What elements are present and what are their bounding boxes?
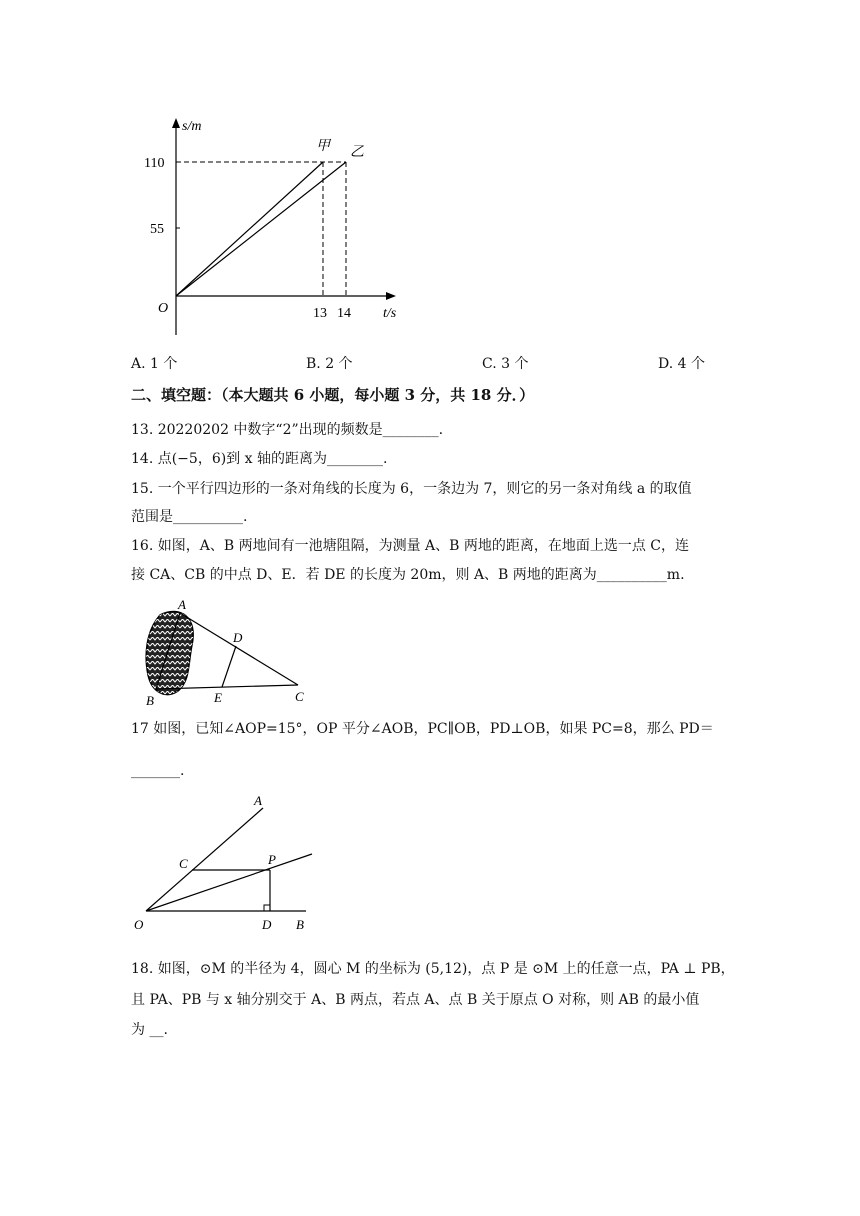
origin-label: O (158, 301, 169, 316)
segment-ac (180, 613, 298, 685)
label-d: D (233, 630, 243, 645)
question-16-line1: 16. 如图，A、B 两地间有一池塘阻隔，为测量 A、B 两地的距离，在地面上选一点 C，连 (131, 538, 690, 554)
question-18-line3: 为 __. (131, 1022, 168, 1038)
label-b: B (146, 693, 154, 708)
x-axis-arrow (386, 292, 396, 300)
figure-16-pond (140, 595, 310, 710)
label-a: A (254, 793, 262, 808)
question-13: 13. 20220202 中数字“2”出现的频数是________. (131, 422, 444, 438)
ray-oa (146, 808, 263, 911)
option-a[interactable]: A. 1 个 (131, 356, 178, 372)
x-axis-label: t/s (383, 306, 397, 321)
line-label-yi: 乙 (350, 145, 364, 160)
figure-17-angle (130, 790, 330, 935)
label-a: A (178, 597, 186, 612)
x-tick-13: 13 (313, 306, 327, 321)
question-14: 14. 点(−5，6)到 x 轴的距离为________. (131, 451, 388, 467)
label-o: O (134, 917, 144, 932)
question-17-line1: 17 如图，已知∠AOP=15°，OP 平分∠AOB，PC∥OB，PD⊥OB，如果 PC=8，那么 PD＝ (131, 721, 714, 737)
question-16-line2: 接 CA、CB 的中点 D、E．若 DE 的长度为 20m，则 A、B 两地的距离为__________m. (131, 567, 685, 583)
question-17-line2: _______. (131, 763, 185, 779)
label-c: C (295, 689, 304, 704)
label-b: B (296, 917, 304, 932)
label-p: P (268, 852, 276, 867)
distance-time-graph (140, 110, 410, 340)
label-d: D (262, 917, 272, 932)
option-b[interactable]: B. 2 个 (306, 356, 353, 372)
segment-de (222, 646, 236, 687)
x-tick-14: 14 (337, 306, 351, 321)
question-18-line2: 且 PA、PB 与 x 轴分别交于 A、B 两点，若点 A、点 B 关于原点 O 对称，则 AB 的最小值 (131, 992, 700, 1008)
section-heading: 二、填空题：（本大题共 6 小题，每小题 3 分，共 18 分．） (131, 386, 535, 404)
option-d[interactable]: D. 4 个 (658, 356, 705, 372)
y-tick-55: 55 (150, 222, 164, 237)
line-label-jia: 甲 (316, 139, 330, 154)
question-15-line1: 15. 一个平行四边形的一条对角线的长度为 6，一条边为 7，则它的另一条对角线 a 的取值 (131, 481, 692, 497)
y-axis-label: s/m (182, 119, 202, 134)
question-18-line1: 18. 如图，⊙M 的半径为 4，圆心 M 的坐标为 (5,12)，点 P 是 ⊙M 上的任意一点，PA ⊥ PB， (131, 961, 735, 977)
label-c: C (179, 856, 188, 871)
option-c[interactable]: C. 3 个 (482, 356, 529, 372)
y-axis-arrow (172, 118, 180, 128)
y-tick-110: 110 (144, 156, 165, 171)
line-yi (176, 162, 346, 296)
line-jia (176, 162, 323, 296)
ray-op (146, 854, 312, 911)
question-15-line2: 范围是__________. (131, 509, 248, 525)
right-angle-mark (264, 905, 270, 911)
label-e: E (214, 690, 222, 705)
